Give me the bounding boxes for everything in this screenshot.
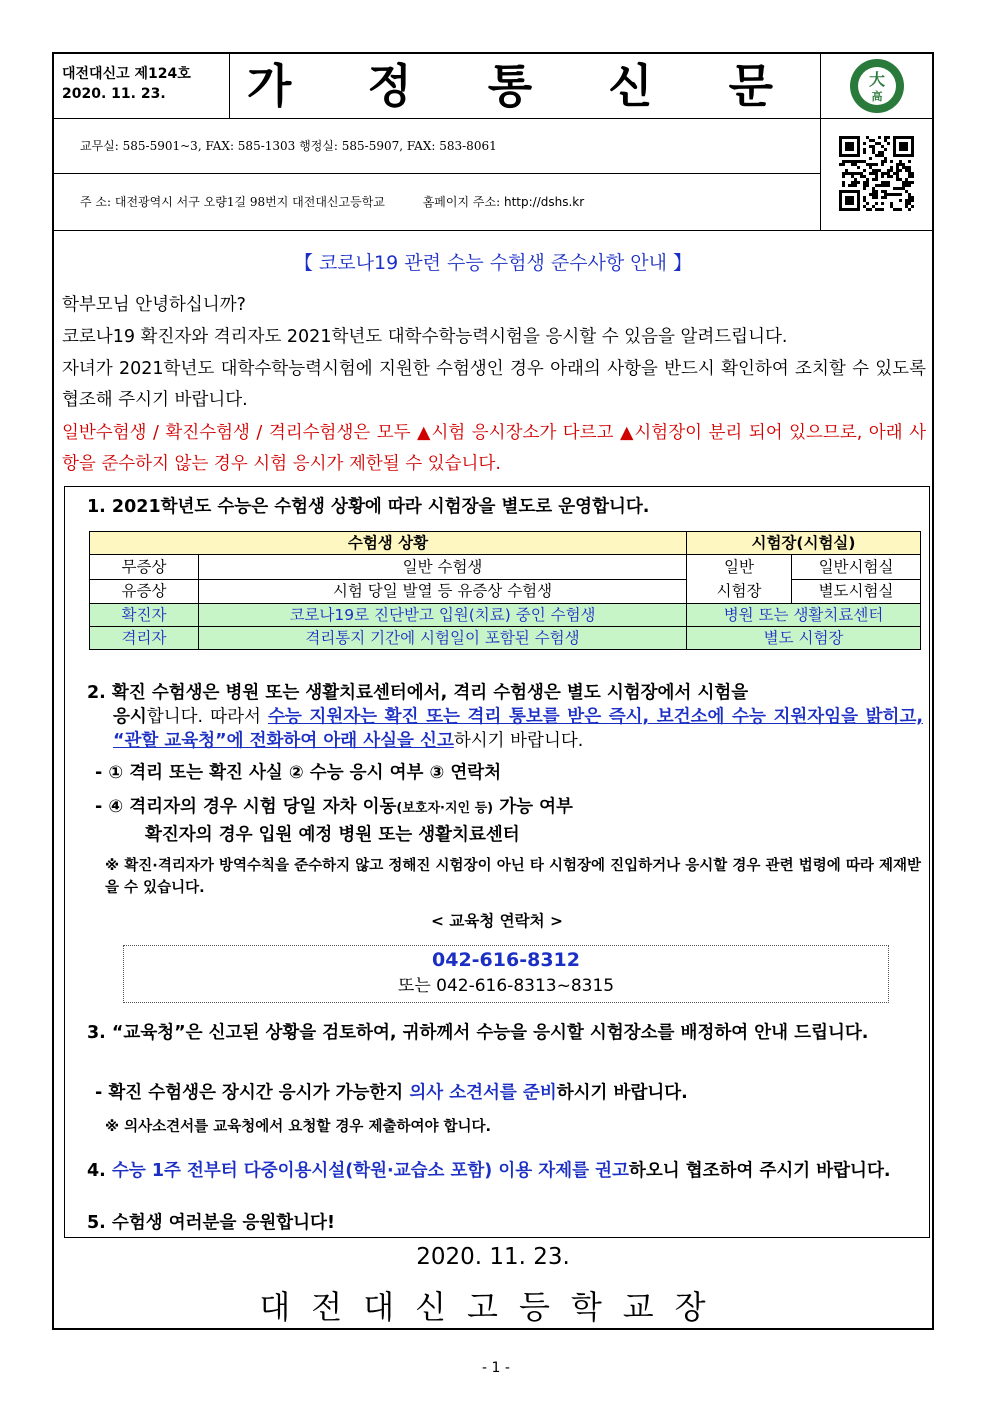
- qr-module: [854, 184, 857, 187]
- qr-module: [890, 205, 893, 208]
- qr-module: [842, 172, 845, 175]
- qr-module: [899, 187, 902, 190]
- qr-module: [866, 202, 869, 205]
- doc-number: 대전대신고 제124호: [62, 66, 191, 82]
- qr-module: [842, 184, 845, 187]
- qr-module: [884, 181, 887, 184]
- qr-module: [878, 184, 881, 187]
- qr-module: [887, 142, 890, 145]
- section2-title-b: 응시: [113, 707, 147, 727]
- qr-module: [905, 202, 908, 205]
- qr-module: [887, 172, 890, 175]
- qr-module: [839, 163, 842, 166]
- qr-module: [890, 202, 893, 205]
- qr-module: [848, 172, 851, 175]
- qr-module: [908, 160, 911, 163]
- qr-module: [890, 166, 893, 169]
- qr-module: [872, 169, 875, 172]
- qr-module: [860, 175, 863, 178]
- qr-module: [851, 160, 854, 163]
- qr-module: [905, 205, 908, 208]
- qr-module: [872, 190, 875, 193]
- qr-module: [899, 169, 902, 172]
- qr-finder: [845, 142, 854, 151]
- qr-module: [908, 184, 911, 187]
- section2-item2: [95, 795, 573, 821]
- qr-module: [911, 199, 914, 202]
- qr-module: [887, 175, 890, 178]
- qr-module: [908, 172, 911, 175]
- qr-module: [863, 160, 866, 163]
- table-cell-room: 일반시험실: [792, 555, 921, 580]
- qr-module: [878, 136, 881, 139]
- table-cell-site: [687, 555, 792, 604]
- section4-num: 4.: [87, 1161, 112, 1181]
- qr-module: [905, 184, 908, 187]
- qr-module: [869, 166, 872, 169]
- qr-module: [896, 166, 899, 169]
- document-frame: [52, 52, 934, 1330]
- qr-module: [896, 169, 899, 172]
- qr-module: [842, 175, 845, 178]
- logo-initial: 大: [868, 70, 886, 89]
- qr-module: [884, 196, 887, 199]
- qr-module: [872, 196, 875, 199]
- qr-module: [902, 166, 905, 169]
- table-cell-site: 별도 시험장: [687, 627, 921, 650]
- qr-module: [905, 169, 908, 172]
- qr-module: [872, 187, 875, 190]
- qr-module: [869, 139, 872, 142]
- qr-module: [893, 172, 896, 175]
- contact-main-phone[interactable]: 042-616-8312: [432, 949, 580, 971]
- table-row: [90, 604, 921, 627]
- table-cell-desc: 일반 수험생: [199, 555, 687, 580]
- section2-note: ※ 확진·격리자가 방역수칙을 준수하지 않고 정해진 시험장이 아닌 타 시험장에 진입하거나 응시할 경우 관련 법령에 따라 제재받을 수 있습니다.: [105, 858, 921, 896]
- contact-box: [123, 945, 889, 1003]
- qr-module: [896, 178, 899, 181]
- qr-module: [908, 202, 911, 205]
- qr-module: [905, 166, 908, 169]
- qr-module: [890, 169, 893, 172]
- qr-module: [878, 169, 881, 172]
- qr-module: [908, 193, 911, 196]
- qr-module: [911, 181, 914, 184]
- footer-school: 대전대신고등학교장: [259, 1288, 727, 1326]
- qr-module: [857, 160, 860, 163]
- qr-module: [869, 172, 872, 175]
- qr-module: [881, 181, 884, 184]
- qr-module: [884, 157, 887, 160]
- qr-module: [887, 193, 890, 196]
- qr-module: [896, 208, 899, 211]
- table-cell-room: 별도시험실: [792, 579, 921, 604]
- qr-module: [890, 193, 893, 196]
- table-cell-type: 유증상: [90, 579, 199, 604]
- page-title: 가 정 통 신 문: [246, 59, 804, 113]
- qr-module: [908, 169, 911, 172]
- qr-module: [902, 187, 905, 190]
- section1-title: 1. 2021학년도 수능은 수험생 상황에 따라 시험장을 별도로 운영합니다.: [87, 497, 650, 517]
- qr-module: [863, 151, 866, 154]
- qr-module: [884, 190, 887, 193]
- doc-info: [54, 54, 230, 118]
- qr-module: [908, 175, 911, 178]
- table-header-row: [90, 532, 921, 555]
- item2-a: - ④ 격리자의 경우 시험 당일 자차 이동: [95, 797, 397, 817]
- section3-item-a: - 확진 수험생은 장시간 응시가 가능한지: [95, 1083, 410, 1103]
- table-row: [90, 627, 921, 650]
- qr-module: [869, 145, 872, 148]
- qr-module: [893, 193, 896, 196]
- header-row-title: [54, 54, 820, 119]
- doc-date: 2020. 11. 23.: [62, 86, 166, 102]
- qr-module: [851, 181, 854, 184]
- qr-module: [884, 148, 887, 151]
- address-text: 대전광역시 서구 오량1길 98번지 대전대신고등학교: [114, 195, 385, 209]
- table-cell-type: 확진자: [90, 604, 199, 627]
- qr-module: [884, 160, 887, 163]
- qr-module: [872, 163, 875, 166]
- qr-module: [911, 172, 914, 175]
- qr-module: [875, 169, 878, 172]
- qr-module: [872, 172, 875, 175]
- qr-module: [863, 187, 866, 190]
- qr-module: [890, 175, 893, 178]
- table-cell-type: 격리자: [90, 627, 199, 650]
- qr-module: [911, 196, 914, 199]
- qr-module: [887, 184, 890, 187]
- qr-module: [884, 184, 887, 187]
- qr-module: [908, 166, 911, 169]
- qr-module: [875, 154, 878, 157]
- qr-module: [887, 181, 890, 184]
- header-divider: [54, 230, 932, 231]
- qr-module: [863, 184, 866, 187]
- homepage-label: 홈페이지 주소:: [422, 195, 501, 209]
- qr-module: [854, 181, 857, 184]
- qr-module: [896, 172, 899, 175]
- qr-module: [908, 199, 911, 202]
- qr-module: [881, 202, 884, 205]
- qr-module: [902, 181, 905, 184]
- qr-module: [881, 208, 884, 211]
- qr-module: [857, 166, 860, 169]
- qr-module: [881, 160, 884, 163]
- qr-module: [878, 142, 881, 145]
- section2-item3: 확진자의 경우 입원 예정 병원 또는 생활치료센터: [145, 825, 520, 845]
- qr-module: [875, 178, 878, 181]
- qr-module: [905, 178, 908, 181]
- qr-module: [863, 142, 866, 145]
- qr-module: [902, 163, 905, 166]
- qr-module: [869, 157, 872, 160]
- qr-module: [854, 163, 857, 166]
- section5-title: 5. 수험생 여러분을 응원합니다!: [87, 1213, 335, 1233]
- qr-module: [863, 196, 866, 199]
- contact-phones: 교무실: 585-5901~3, FAX: 585-1303 행정실: 585-5907, FAX: 583-8061: [54, 118, 820, 174]
- qr-module: [884, 193, 887, 196]
- section2-title-c: 합니다. 따라서: [146, 707, 268, 727]
- qr-module: [884, 172, 887, 175]
- page-number: - 1 -: [482, 1360, 510, 1376]
- qr-module: [911, 175, 914, 178]
- qr-module: [884, 139, 887, 142]
- qr-module: [851, 163, 854, 166]
- qr-module: [869, 163, 872, 166]
- content-box: [64, 486, 930, 1238]
- qr-module: [845, 160, 848, 163]
- qr-module: [863, 169, 866, 172]
- qr-module: [896, 187, 899, 190]
- table-cell-type: 무증상: [90, 555, 199, 580]
- qr-module: [869, 208, 872, 211]
- table-row: [90, 579, 921, 604]
- qr-module: [872, 151, 875, 154]
- qr-code: [820, 118, 933, 230]
- qr-module: [866, 208, 869, 211]
- qr-module: [881, 145, 884, 148]
- qr-module: [845, 172, 848, 175]
- address-label: 주 소:: [80, 195, 112, 209]
- qr-module: [875, 163, 878, 166]
- table-cell-site: 병원 또는 생활치료센터: [687, 604, 921, 627]
- qr-module: [902, 184, 905, 187]
- contact-alt-phone[interactable]: 또는 042-616-8313~8315: [397, 976, 615, 996]
- site-line2: 시험장: [716, 582, 762, 600]
- qr-module: [866, 184, 869, 187]
- qr-module: [866, 178, 869, 181]
- qr-module: [863, 199, 866, 202]
- qr-module: [872, 193, 875, 196]
- section3-item-b: 하시기 바랍니다.: [556, 1083, 688, 1103]
- greeting: 학부모님 안녕하십니까?: [62, 295, 246, 315]
- table-head-status: 수험생 상황: [90, 532, 687, 555]
- section4-rest: 하오니 협조하여 주시기 바랍니다.: [628, 1161, 891, 1181]
- contact-title: < 교육청 연락처 >: [430, 912, 563, 930]
- qr-module: [842, 163, 845, 166]
- qr-module: [893, 187, 896, 190]
- qr-module: [881, 151, 884, 154]
- qr-module: [863, 181, 866, 184]
- section3-item: [95, 1081, 688, 1105]
- qr-module: [878, 208, 881, 211]
- qr-module: [848, 160, 851, 163]
- qr-module: [875, 184, 878, 187]
- qr-module: [857, 172, 860, 175]
- qr-module: [881, 175, 884, 178]
- qr-module: [851, 175, 854, 178]
- qr-module: [881, 163, 884, 166]
- qr-module: [863, 205, 866, 208]
- qr-module: [899, 208, 902, 211]
- qr-module: [863, 148, 866, 151]
- section2-title: [87, 681, 923, 753]
- qr-module: [875, 196, 878, 199]
- qr-module: [845, 169, 848, 172]
- qr-module: [896, 193, 899, 196]
- table-cell-desc: 격리통지 기간에 시험일이 포함된 수험생: [199, 627, 687, 650]
- qr-module: [878, 151, 881, 154]
- qr-module: [872, 178, 875, 181]
- qr-module: [893, 208, 896, 211]
- qr-finder: [845, 196, 854, 205]
- qr-module: [848, 184, 851, 187]
- exam-site-table: [89, 531, 921, 650]
- qr-module: [899, 193, 902, 196]
- section4-blue: 수능 1주 전부터 다중이용시설(학원·교습소 포함) 이용 자제를 권고: [111, 1161, 629, 1181]
- qr-module: [869, 193, 872, 196]
- qr-module: [851, 172, 854, 175]
- qr-module: [875, 142, 878, 145]
- qr-module: [866, 163, 869, 166]
- qr-module: [872, 148, 875, 151]
- qr-module: [890, 160, 893, 163]
- homepage-link[interactable]: http://dshs.kr: [503, 195, 585, 209]
- intro-warning: 일반수험생 / 확진수험생 / 격리수험생은 모두 ▲시험 응시장소가 다르고 ▲시험장이 분리 되어 있으므로, 아래 사항을 준수하지 않는 경우 시험 응시가 제한될 수 있습니다.: [62, 423, 926, 474]
- qr-module: [881, 196, 884, 199]
- qr-module: [881, 190, 884, 193]
- qr-module: [905, 190, 908, 193]
- intro-line2: 자녀가 2021학년도 대학수학능력시험에 지원한 수험생인 경우 아래의 사항을 반드시 확인하여 조치할 수 있도록 협조해 주시기 바랍니다.: [62, 359, 926, 410]
- qr-module: [905, 199, 908, 202]
- qr-module: [884, 136, 887, 139]
- qr-module: [878, 154, 881, 157]
- qr-module: [875, 190, 878, 193]
- item2-c: 가능 여부: [493, 797, 573, 817]
- notice-heading: 【 코로나19 관련 수능 수험생 준수사항 안내 】: [293, 252, 693, 274]
- qr-module: [881, 154, 884, 157]
- intro-line1: 코로나19 확진자와 격리자도 2021학년도 대학수학능력시험을 응시할 수 있음을 알려드립니다.: [62, 327, 788, 347]
- qr-module: [854, 178, 857, 181]
- section3-item-blue: 의사 소견서를 준비: [409, 1083, 557, 1103]
- section3-note: ※ 의사소견서를 교육청에서 요청할 경우 제출하여야 합니다.: [105, 1119, 492, 1135]
- qr-module: [875, 202, 878, 205]
- qr-module: [881, 172, 884, 175]
- qr-module: [866, 136, 869, 139]
- qr-module: [866, 181, 869, 184]
- footer-date: 2020. 11. 23.: [416, 1244, 570, 1270]
- section2-title-d: 하시기 바랍니다.: [453, 731, 584, 751]
- qr-module: [887, 169, 890, 172]
- qr-module: [842, 181, 845, 184]
- table-cell-desc: 시험 당일 발열 등 유증상 수험생: [199, 579, 687, 604]
- qr-module: [872, 139, 875, 142]
- qr-module: [905, 181, 908, 184]
- qr-module: [899, 160, 902, 163]
- qr-module: [875, 193, 878, 196]
- table-cell-desc: 코로나19로 진단받고 입원(치료) 중인 수험생: [199, 604, 687, 627]
- qr-module: [863, 175, 866, 178]
- qr-module: [881, 184, 884, 187]
- qr-module: [872, 145, 875, 148]
- qr-module: [875, 208, 878, 211]
- qr-module: [854, 172, 857, 175]
- qr-module: [860, 160, 863, 163]
- qr-module: [908, 181, 911, 184]
- section4-title: [87, 1159, 923, 1183]
- qr-module: [896, 175, 899, 178]
- qr-module: [854, 160, 857, 163]
- qr-module: [887, 136, 890, 139]
- item2-b: (보호자·지인 등): [396, 801, 494, 816]
- qr-module: [896, 163, 899, 166]
- qr-module: [860, 172, 863, 175]
- section2-title-a: 2. 확진 수험생은 병원 또는 생활치료센터에서, 격리 수험생은 별도 시험장에서 시험을: [87, 683, 749, 703]
- qr-module: [875, 175, 878, 178]
- qr-module: [875, 172, 878, 175]
- qr-module: [899, 199, 902, 202]
- qr-module: [899, 163, 902, 166]
- address-row: [54, 174, 820, 230]
- qr-module: [911, 205, 914, 208]
- qr-module: [872, 205, 875, 208]
- qr-module: [908, 208, 911, 211]
- qr-module: [899, 178, 902, 181]
- logo-sub: 高: [871, 90, 883, 103]
- table-row: [90, 555, 921, 580]
- school-logo: [820, 54, 933, 119]
- qr-module: [851, 184, 854, 187]
- section2-report-instruction: 수능 지원자는 확진 또는 격리 통보를 받은 즉시, 보건소에 수능 지원자임을 밝히고, “관할 교육청”에 전화하여 아래 사실을 신고: [113, 707, 923, 751]
- section2-item1: - ① 격리 또는 확진 사실 ② 수능 응시 여부 ③ 연락처: [95, 763, 502, 783]
- table-head-site: 시험장(시험실): [687, 532, 921, 555]
- qr-module: [908, 196, 911, 199]
- site-line1: 일반: [724, 558, 754, 576]
- section3-title: 3. “교육청”은 신고된 상황을 검토하여, 귀하께서 수능을 응시할 시험장소를 배정하여 안내 드립니다.: [87, 1023, 869, 1043]
- qr-finder: [899, 142, 908, 151]
- qr-module: [857, 181, 860, 184]
- qr-module: [842, 160, 845, 163]
